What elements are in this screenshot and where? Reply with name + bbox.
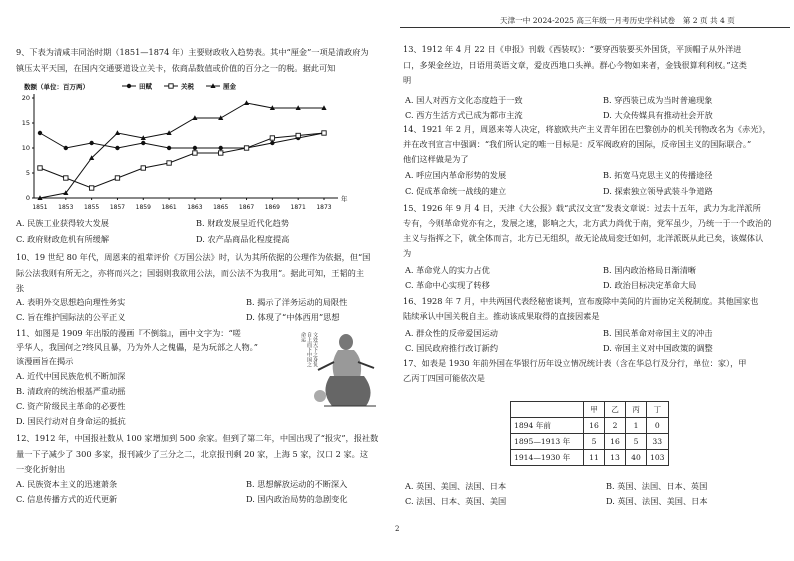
- data-point: [115, 176, 119, 180]
- q16-option-d[interactable]: D. 帝国主义对中国政策的调整: [603, 343, 713, 353]
- data-point: [141, 166, 145, 170]
- table-cell: 16: [605, 434, 626, 450]
- data-point: [219, 151, 223, 155]
- q12-line-3: 一变化折射出: [16, 464, 66, 474]
- q16-option-c[interactable]: C. 国民政府推行改订新约: [405, 343, 499, 353]
- q16-option-b[interactable]: B. 国民革命对帝国主义的冲击: [603, 328, 713, 338]
- q13-line-2: 口，多架金丝边，日语用英语文章，爱皮西地口头禅。群心今物如来者，金钱很算利利权。”这类: [403, 60, 747, 70]
- q14-option-b[interactable]: B. 拓宽马克思主义的传播途径: [603, 170, 713, 180]
- q9-line-2: 镇压太平天国，在国内交通要道设立关卡，依商品数值或价值的百分之一的税。据此可知: [16, 63, 336, 73]
- table-row: [511, 450, 669, 466]
- q11-option-c[interactable]: C. 资产阶级民主革命的必要性: [16, 401, 126, 411]
- q9-option-d[interactable]: D. 农产品商品化程度提高: [196, 234, 290, 244]
- q9-line-chart: [10, 80, 350, 216]
- table-cell: 1: [626, 418, 647, 434]
- q12-option-c[interactable]: C. 信息传播方式的近代更新: [16, 494, 118, 504]
- data-point: [219, 146, 223, 150]
- q13-line-1: 13、1912 年 4 月 22 日《申报》刊载《西装叹》：“要穿西装要买外国货，平顶帽子从外洋进: [403, 44, 742, 54]
- q10-option-d[interactable]: D. 体现了“中体西用”思想: [246, 312, 340, 322]
- table-cell: 5: [626, 434, 647, 450]
- data-point: [322, 131, 326, 135]
- q14-line-2: 并在改刊宣言中强调：“我们所认定的唯一目标是：反军阀政府的国际，反帝国主义的国际联合。”: [403, 139, 752, 149]
- y-tick-label: 20: [21, 94, 30, 102]
- q9-line-1: 9、下表为清咸丰同治时期（1851—1874 年）主要财政收入趋势表。其中“厘金”一项是清政府为: [16, 47, 369, 57]
- table-cell: 2: [605, 418, 626, 434]
- data-point: [89, 141, 93, 145]
- data-point: [127, 84, 131, 88]
- table-cell: 33: [647, 434, 669, 450]
- data-point: [193, 146, 197, 150]
- q15-line-3: 主义与指挥之下，就全体而言，北方已无组织，故无论战局変迁如何，北洋派既从此已矣，该媒体认: [403, 233, 764, 243]
- q10-option-a[interactable]: A. 表明外交思想趋向理性务实: [16, 297, 126, 307]
- tumbler-cartoon: [290, 332, 390, 412]
- data-point: [64, 176, 68, 180]
- q13-option-d[interactable]: D. 大众传媒具有推动社会开放: [603, 110, 713, 120]
- table-header-cell: [511, 402, 584, 418]
- q13-option-c[interactable]: C. 西方生活方式已成为都市主流: [405, 110, 523, 120]
- q13-option-b[interactable]: B. 穿西装已成为当时普遍现象: [603, 95, 713, 105]
- page-number: 2: [395, 525, 400, 533]
- table-header-row: [511, 402, 669, 418]
- q15-line-4: 为: [403, 248, 412, 258]
- legend-label: 厘金: [223, 82, 236, 91]
- q14-option-d[interactable]: D. 探索独立领导武装斗争道路: [603, 186, 713, 196]
- q16-line-1: 16、1928 年 7 月，中共两国代表经秘密谈判，宣布废除中美间的片面协定关税制度。其他国家也: [403, 296, 759, 306]
- q17-line-1: 17、如表是 1930 年前外国在华银行历年设立情况统计表（含在华总行及分行，单位：家），甲: [403, 358, 747, 368]
- x-tick-label: 1855: [83, 204, 100, 211]
- data-point: [244, 146, 248, 150]
- table-cell: 11: [584, 450, 605, 466]
- q15-option-a[interactable]: A. 革命党人的实力占优: [405, 265, 490, 275]
- table-cell: 0: [647, 418, 669, 434]
- q10-line-2: 际公法我则有所无之，亦将而兴之；国弱则我欲用公法，而公法不为我用”。据此可知，王韬的主: [16, 268, 365, 278]
- cartoon-caption: 文处天下之身负自上而下中国之命运: [300, 332, 318, 367]
- table-cell: 103: [647, 450, 669, 466]
- series-line-3: [40, 103, 324, 198]
- q13-line-3: 明: [403, 75, 412, 85]
- q12-line-1: 12、1912 年，中国报社数从 100 家增加到 500 余家。但到了第二年，中国出现了“报灾”，报社数: [16, 433, 379, 443]
- page-header: 天津一中 2024-2025 高三年级一月考历史学科试卷 第 2 页 共 4 页: [500, 16, 735, 25]
- q15-line-2: 专有，今则革命党亦有之，发展之速，影响之大，北方武力尚优于南，党军虽少，乃统一于一个政治的: [403, 218, 772, 228]
- data-point: [141, 141, 145, 145]
- q10-option-c[interactable]: C. 旨在维护国际法的公平正义: [16, 312, 126, 322]
- y-tick-label: 5: [25, 169, 30, 177]
- x-tick-label: 1873: [316, 204, 332, 211]
- data-point: [296, 133, 300, 137]
- x-tick-label: 1863: [187, 204, 203, 211]
- q11-option-b[interactable]: B. 清政府的统治根基严重动摇: [16, 386, 126, 396]
- table-row: [511, 434, 669, 450]
- q12-option-b[interactable]: B. 思想解放运动的不断深入: [246, 479, 348, 489]
- table-header-cell: 乙: [605, 402, 626, 418]
- q15-option-b[interactable]: B. 国内政治格局日渐清晰: [603, 265, 697, 275]
- data-point: [193, 151, 197, 155]
- table-row: [511, 418, 669, 434]
- data-point: [115, 130, 120, 135]
- x-tick-label: 1871: [290, 204, 306, 211]
- q17-option-d[interactable]: D. 英国、法国、美国、日本: [606, 496, 708, 506]
- table-cell: 5: [584, 434, 605, 450]
- series-line-1: [40, 133, 324, 148]
- x-tick-label: 1867: [238, 204, 255, 211]
- q13-option-a[interactable]: A. 国人对西方文化态度趋于一致: [405, 95, 523, 105]
- q16-option-a[interactable]: A. 群众性的反帝爱国运动: [405, 328, 498, 338]
- table-cell: 13: [605, 450, 626, 466]
- q16-line-2: 陆续承认中国关税自主。推动该成果取得的直接因素是: [403, 311, 600, 321]
- table-header-cell: 丁: [647, 402, 669, 418]
- q11-option-d[interactable]: D. 国民行动对自身命运的抵抗: [16, 416, 126, 426]
- data-point: [167, 161, 171, 165]
- q15-option-d[interactable]: D. 政治目标决定革命大局: [603, 280, 697, 290]
- q11-line-2: 乎华人，我国何之?终风且暴，乃为外人之傀儡，是为玩部之人物。”: [16, 342, 258, 352]
- data-point: [38, 131, 42, 135]
- q9-option-a[interactable]: A. 民族工业获得较大发展: [16, 218, 109, 228]
- q14-option-c[interactable]: C. 促成革命统一战线的建立: [405, 186, 507, 196]
- data-point: [64, 146, 68, 150]
- q17-option-b[interactable]: B. 英国、法国、日本、英国: [606, 481, 708, 491]
- q14-line-1: 14、1921 年 2 月，周恩来等人决定，将旅欧共产主义青年团在巴黎创办的机关刊物改名为《赤光》，: [403, 124, 771, 134]
- chart-ylabel: 数额（单位：百万两）: [24, 83, 89, 91]
- y-tick-label: 0: [25, 194, 30, 202]
- q17-bank-table: [510, 401, 669, 466]
- data-point: [270, 141, 274, 145]
- table-cell: 40: [626, 450, 647, 466]
- q11-line-3: 该漫画旨在揭示: [16, 356, 74, 366]
- q9-option-b[interactable]: B. 财政发展呈近代化趋势: [196, 218, 290, 228]
- q12-option-a[interactable]: A. 民族资本主义的迅速萧条: [16, 479, 118, 489]
- legend-label: 田赋: [139, 82, 152, 91]
- q17-line-2: 乙丙丁四国可能依次是: [403, 373, 485, 383]
- q10-option-b[interactable]: B. 揭示了洋务运动的局限性: [246, 297, 348, 307]
- data-point: [169, 84, 173, 88]
- x-axis-title: 年: [341, 195, 348, 203]
- x-tick-label: 1857: [109, 204, 126, 211]
- q14-option-a[interactable]: A. 呼应国内革命形势的发展: [405, 170, 507, 180]
- q17-option-c[interactable]: C. 法国、日本、英国、美国: [405, 496, 507, 506]
- x-tick-label: 1869: [264, 204, 281, 211]
- y-tick-label: 15: [21, 119, 30, 127]
- data-point: [38, 166, 42, 170]
- q15-line-1: 15、1926 年 9 月 4 日，天津《大公报》载“武汉文宣”发表文章说：过去十五年，武力为北洋派所: [403, 203, 761, 213]
- q11-line-1: 11、如图是 1909 年出版的漫画『不倒翁』，画中文字为：“嗟: [16, 328, 241, 338]
- x-tick-label: 1851: [32, 204, 48, 211]
- q10-line-1: 10、19 世纪 80 年代，周恩来的祖辈评价《万国公法》时，认为其所依据的公理作为依据，但“国: [16, 252, 371, 262]
- x-tick-label: 1853: [58, 204, 74, 211]
- data-point: [166, 130, 171, 135]
- q17-option-a[interactable]: A. 英国、美国、法国、日本: [405, 481, 507, 491]
- table-cell: 16: [584, 418, 605, 434]
- table-row-label: 1894 年前: [511, 418, 584, 434]
- data-point: [167, 146, 171, 150]
- q10-line-3: 张: [16, 283, 25, 293]
- x-tick-label: 1859: [135, 204, 151, 211]
- q15-option-c[interactable]: C. 革命中心实现了转移: [405, 280, 490, 290]
- table-row-label: 1914—1930 年: [511, 450, 584, 466]
- legend-label: 关税: [181, 82, 194, 91]
- q12-line-2: 量一下子减少了 300 多家，报刊减少了三分之二，北京报刊剩 20 家，上海 5 家，汉口 2 家。这: [16, 449, 369, 459]
- table-header-cell: 丙: [626, 402, 647, 418]
- q9-option-c[interactable]: C. 政府财政危机有所缓解: [16, 234, 110, 244]
- q14-line-3: 他们这样做是为了: [403, 154, 469, 164]
- x-tick-label: 1865: [213, 204, 229, 211]
- x-tick-label: 1861: [161, 204, 177, 211]
- data-point: [115, 146, 119, 150]
- q12-option-d[interactable]: D. 国内政治局势的急剧变化: [246, 494, 348, 504]
- table-header-cell: 甲: [584, 402, 605, 418]
- header-rule: [400, 27, 790, 28]
- table-row-label: 1895—1913 年: [511, 434, 584, 450]
- data-point: [270, 136, 274, 140]
- q11-option-a[interactable]: A. 近代中国民族危机不断加深: [16, 371, 126, 381]
- cartoon-figure: [290, 332, 390, 412]
- data-point: [89, 186, 93, 190]
- y-tick-label: 10: [21, 144, 30, 152]
- data-point: [244, 100, 249, 105]
